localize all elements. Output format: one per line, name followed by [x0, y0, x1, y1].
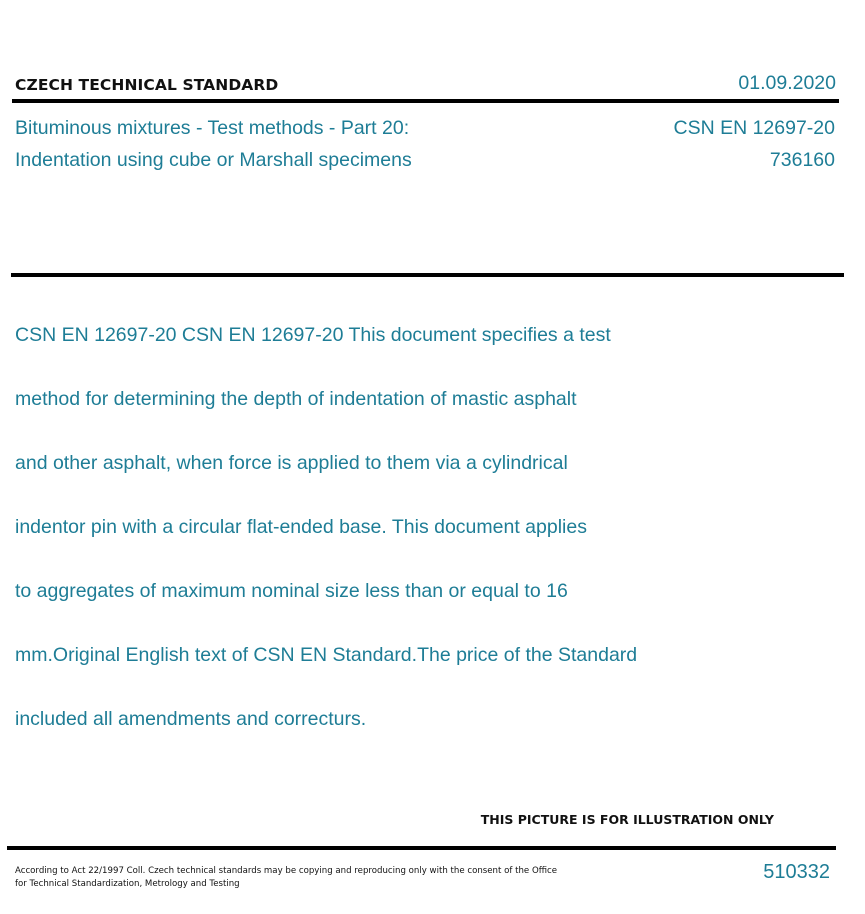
title-line-1: Bituminous mixtures - Test methods - Part 20: [15, 117, 410, 139]
header-divider [12, 99, 839, 103]
description-line: method for determining the depth of indentation of mastic asphalt [15, 388, 577, 410]
standard-description [15, 287, 715, 767]
description-line: to aggregates of maximum nominal size less than or equal to 16 [15, 580, 568, 602]
description-line: mm.Original English text of CSN EN Standard.The price of the Standard [15, 644, 638, 666]
description-line: included all amendments and correcturs. [15, 708, 367, 730]
description-line: and other asphalt, when force is applied to them via a cylindrical [15, 452, 568, 474]
standard-number: CSN EN 12697-20 [673, 117, 835, 139]
description-line: indentor pin with a circular flat-ended base. This document applies [15, 516, 587, 538]
description-line: CSN EN 12697-20 CSN EN 12697-20 This document specifies a test [15, 324, 611, 346]
illustration-notice: THIS PICTURE IS FOR ILLUSTRATION ONLY [480, 812, 774, 827]
document-category: CZECH TECHNICAL STANDARD [15, 76, 279, 94]
product-code: 510332 [763, 861, 830, 883]
footer-divider [7, 846, 836, 850]
publication-date: 01.09.2020 [738, 72, 836, 94]
legal-notice-line-2: for Technical Standardization, Metrology and Testing [15, 879, 240, 889]
title-line-2: Indentation using cube or Marshall specimens [15, 149, 412, 171]
section-divider [11, 273, 844, 277]
legal-notice [15, 865, 557, 891]
legal-notice-line-1: According to Act 22/1997 Coll. Czech technical standards may be copying and reproducing only with the consent of the Office [15, 866, 558, 876]
classification-code: 736160 [769, 149, 835, 171]
